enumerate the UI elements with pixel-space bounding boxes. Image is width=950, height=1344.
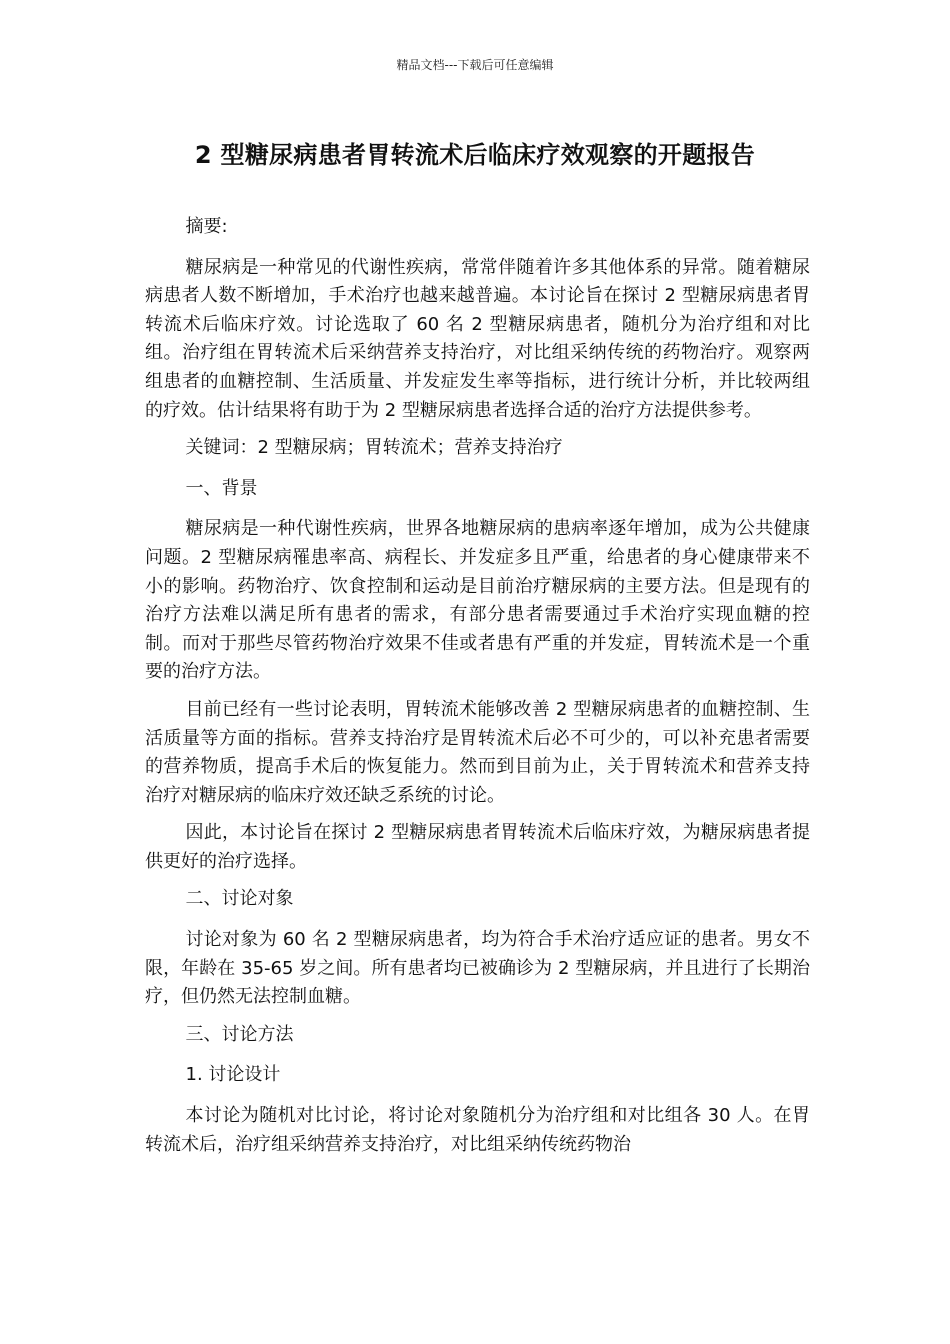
document-body [145,213,810,1168]
document-title: 2 型糖尿病患者胃转流术后临床疗效观察的开题报告 [194,141,756,169]
background-paragraph-1: 糖尿病是一种代谢性疾病，世界各地糖尿病的患病率逐年增加，成为公共健康问题。2 型糖尿病罹患率高、病程长、并发症多且严重，给患者的身心健康带来不小的影响。药物治疗、饮食控制和运动是目前治疗糖尿病的主要方法。但是现有的治疗方法难以满足所有患者的需求，有部分患者需要通过手术治疗实现血糖的控制。而对于那些尽管药物治疗效果不佳或者患有严重的并发症，胃转流术是一个重要的治疗方法。 [145,518,810,683]
abstract-label: 摘要: [185,216,228,237]
design-paragraph: 本讨论为随机对比讨论，将讨论对象随机分为治疗组和对比组各 30 人。在胃转流术后，治疗组采纳营养支持治疗，对比组采纳传统药物治 [145,1105,810,1155]
subheading-design: 1. 讨论设计 [185,1064,281,1086]
section-heading-methods: 三、讨论方法 [185,1023,294,1045]
subjects-paragraph: 讨论对象为 60 名 2 型糖尿病患者，均为符合手术治疗适应证的患者。男女不限，年龄在 35-65 岁之间。所有患者均已被确诊为 2 型糖尿病，并且进行了长期治疗，但仍然无法控制血糖。 [145,929,810,1008]
header-note: 精品文档---下载后可任意编辑 [396,58,554,72]
background-paragraph-2: 目前已经有一些讨论表明，胃转流术能够改善 2 型糖尿病患者的血糖控制、生活质量等方面的指标。营养支持治疗是胃转流术后必不可少的，可以补充患者需要的营养物质，提高手术后的恢复能力。然而到目前为止，关于胃转流术和营养支持治疗对糖尿病的临床疗效还缺乏系统的讨论。 [145,698,810,806]
abstract-paragraph: 糖尿病是一种常见的代谢性疾病，常常伴随着许多其他体系的异常。随着糖尿病患者人数不断增加，手术治疗也越来越普遍。本讨论旨在探讨 2 型糖尿病患者胃转流术后临床疗效。讨论选取了 60 名 2 型糖尿病患者，随机分为治疗组和对比组。治疗组在胃转流术后采纳营养支持治疗，对比组采纳传统的药物治疗。观察两组患者的血糖控制、生活质量、并发症发生率等指标，进行统计分析，并比较两组的疗效。估计结果将有助于为 2 型糖尿病患者选择合适的治疗方法提供参考。 [145,256,810,421]
keywords-line: 关键词：2 型糖尿病；胃转流术；营养支持治疗 [185,437,563,459]
background-paragraph-3: 因此，本讨论旨在探讨 2 型糖尿病患者胃转流术后临床疗效，为糖尿病患者提供更好的治疗选择。 [145,822,810,872]
section-heading-background: 一、背景 [185,477,258,499]
section-heading-subjects: 二、讨论对象 [185,888,294,910]
